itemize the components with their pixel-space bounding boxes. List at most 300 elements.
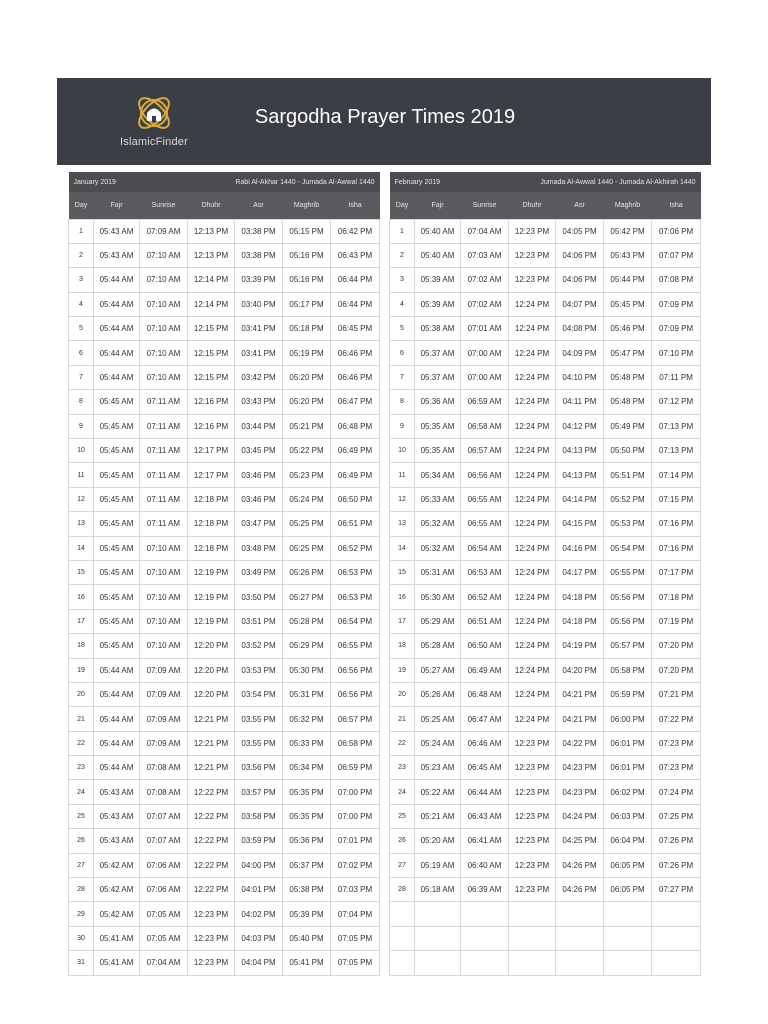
empty-cell <box>556 951 604 975</box>
cell-day: 2 <box>69 243 94 267</box>
col-isha: Isha <box>331 192 380 219</box>
cell-dhuhr: 12:19 PM <box>188 609 235 633</box>
cell-isha: 06:45 PM <box>331 317 380 341</box>
cell-maghrib: 05:25 PM <box>283 512 331 536</box>
cell-sunrise: 07:10 AM <box>140 609 188 633</box>
table-row <box>390 512 701 536</box>
cell-isha: 06:44 PM <box>331 292 380 316</box>
cell-fajr: 05:20 AM <box>415 829 461 853</box>
cell-day: 23 <box>390 756 415 780</box>
cell-sunrise: 06:53 AM <box>461 560 509 584</box>
cell-fajr: 05:22 AM <box>415 780 461 804</box>
cell-day: 13 <box>390 512 415 536</box>
cell-fajr: 05:28 AM <box>415 634 461 658</box>
cell-dhuhr: 12:18 PM <box>188 536 235 560</box>
cell-asr: 04:22 PM <box>556 731 604 755</box>
cell-dhuhr: 12:24 PM <box>509 634 556 658</box>
cell-dhuhr: 12:23 PM <box>509 878 556 902</box>
cell-dhuhr: 12:17 PM <box>188 463 235 487</box>
cell-isha: 06:56 PM <box>331 658 380 682</box>
table-row <box>390 878 701 902</box>
cell-sunrise: 07:11 AM <box>140 487 188 511</box>
cell-maghrib: 05:26 PM <box>283 560 331 584</box>
cell-fajr: 05:40 AM <box>415 243 461 267</box>
cell-isha: 06:49 PM <box>331 463 380 487</box>
cell-dhuhr: 12:24 PM <box>509 609 556 633</box>
cell-asr: 04:16 PM <box>556 536 604 560</box>
cell-maghrib: 05:33 PM <box>283 731 331 755</box>
cell-maghrib: 05:27 PM <box>283 585 331 609</box>
cell-isha: 07:08 PM <box>652 268 701 292</box>
cell-sunrise: 06:55 AM <box>461 512 509 536</box>
empty-cell <box>415 902 461 926</box>
cell-sunrise: 06:45 AM <box>461 756 509 780</box>
cell-dhuhr: 12:24 PM <box>509 365 556 389</box>
empty-cell <box>509 951 556 975</box>
empty-cell <box>461 951 509 975</box>
cell-isha: 07:12 PM <box>652 390 701 414</box>
cell-dhuhr: 12:22 PM <box>188 829 235 853</box>
cell-asr: 04:24 PM <box>556 804 604 828</box>
cell-maghrib: 05:43 PM <box>604 243 652 267</box>
col-asr: Asr <box>556 192 604 219</box>
cell-sunrise: 07:10 AM <box>140 317 188 341</box>
cell-asr: 04:08 PM <box>556 317 604 341</box>
cell-maghrib: 05:37 PM <box>283 853 331 877</box>
cell-fajr: 05:44 AM <box>94 317 140 341</box>
cell-day: 18 <box>390 634 415 658</box>
table-row <box>69 926 380 950</box>
cell-fajr: 05:44 AM <box>94 731 140 755</box>
cell-asr: 03:57 PM <box>235 780 283 804</box>
cell-day: 24 <box>69 780 94 804</box>
cell-asr: 03:52 PM <box>235 634 283 658</box>
table-row <box>69 731 380 755</box>
cell-asr: 04:14 PM <box>556 487 604 511</box>
cell-asr: 04:00 PM <box>235 853 283 877</box>
january-rows <box>69 219 380 975</box>
table-row <box>69 536 380 560</box>
cell-isha: 06:55 PM <box>331 634 380 658</box>
cell-sunrise: 07:11 AM <box>140 414 188 438</box>
cell-sunrise: 06:54 AM <box>461 536 509 560</box>
cell-maghrib: 05:54 PM <box>604 536 652 560</box>
cell-isha: 07:00 PM <box>331 780 380 804</box>
empty-cell <box>390 951 415 975</box>
col-fajr: Fajr <box>415 192 461 219</box>
cell-fajr: 05:38 AM <box>415 317 461 341</box>
cell-day: 25 <box>69 804 94 828</box>
cell-isha: 07:25 PM <box>652 804 701 828</box>
cell-asr: 04:02 PM <box>235 902 283 926</box>
cell-asr: 04:17 PM <box>556 560 604 584</box>
cell-maghrib: 05:47 PM <box>604 341 652 365</box>
table-row <box>390 243 701 267</box>
cell-dhuhr: 12:21 PM <box>188 707 235 731</box>
table-row <box>69 512 380 536</box>
cell-sunrise: 06:39 AM <box>461 878 509 902</box>
cell-dhuhr: 12:24 PM <box>509 390 556 414</box>
cell-isha: 06:56 PM <box>331 682 380 706</box>
cell-asr: 03:41 PM <box>235 317 283 341</box>
cell-maghrib: 05:40 PM <box>283 926 331 950</box>
table-row <box>390 707 701 731</box>
cell-asr: 03:46 PM <box>235 463 283 487</box>
cell-sunrise: 07:00 AM <box>461 341 509 365</box>
cell-maghrib: 05:41 PM <box>283 951 331 975</box>
cell-day: 13 <box>69 512 94 536</box>
cell-sunrise: 07:11 AM <box>140 463 188 487</box>
cell-asr: 04:23 PM <box>556 756 604 780</box>
cell-maghrib: 06:02 PM <box>604 780 652 804</box>
cell-asr: 03:58 PM <box>235 804 283 828</box>
cell-dhuhr: 12:23 PM <box>509 243 556 267</box>
cell-maghrib: 05:46 PM <box>604 317 652 341</box>
cell-isha: 07:13 PM <box>652 439 701 463</box>
cell-dhuhr: 12:24 PM <box>509 512 556 536</box>
cell-dhuhr: 12:22 PM <box>188 780 235 804</box>
cell-day: 8 <box>69 390 94 414</box>
cell-fajr: 05:45 AM <box>94 512 140 536</box>
cell-maghrib: 05:35 PM <box>283 804 331 828</box>
cell-asr: 04:11 PM <box>556 390 604 414</box>
col-dhuhr: Dhuhr <box>509 192 556 219</box>
cell-fajr: 05:42 AM <box>94 902 140 926</box>
cell-day: 15 <box>390 560 415 584</box>
cell-dhuhr: 12:20 PM <box>188 658 235 682</box>
cell-day: 10 <box>390 439 415 463</box>
cell-asr: 03:51 PM <box>235 609 283 633</box>
cell-fajr: 05:45 AM <box>94 463 140 487</box>
table-row <box>390 804 701 828</box>
cell-dhuhr: 12:23 PM <box>188 902 235 926</box>
cell-asr: 04:23 PM <box>556 780 604 804</box>
cell-maghrib: 05:34 PM <box>283 756 331 780</box>
cell-fajr: 05:29 AM <box>415 609 461 633</box>
cell-sunrise: 06:55 AM <box>461 487 509 511</box>
cell-isha: 07:21 PM <box>652 682 701 706</box>
cell-day: 14 <box>390 536 415 560</box>
table-row <box>69 390 380 414</box>
table-row <box>390 317 701 341</box>
cell-dhuhr: 12:14 PM <box>188 292 235 316</box>
cell-day: 24 <box>390 780 415 804</box>
empty-row <box>390 926 701 950</box>
cell-maghrib: 05:15 PM <box>283 219 331 243</box>
cell-sunrise: 06:48 AM <box>461 682 509 706</box>
table-row <box>390 853 701 877</box>
cell-asr: 03:41 PM <box>235 341 283 365</box>
cell-fajr: 05:43 AM <box>94 780 140 804</box>
cell-isha: 06:53 PM <box>331 585 380 609</box>
cell-sunrise: 07:10 AM <box>140 365 188 389</box>
cell-sunrise: 07:04 AM <box>140 951 188 975</box>
cell-isha: 06:50 PM <box>331 487 380 511</box>
cell-maghrib: 05:20 PM <box>283 365 331 389</box>
cell-dhuhr: 12:17 PM <box>188 439 235 463</box>
col-asr: Asr <box>235 192 283 219</box>
cell-asr: 03:39 PM <box>235 268 283 292</box>
cell-sunrise: 07:07 AM <box>140 804 188 828</box>
january-table <box>68 172 380 976</box>
empty-cell <box>604 951 652 975</box>
cell-isha: 07:11 PM <box>652 365 701 389</box>
cell-maghrib: 05:49 PM <box>604 414 652 438</box>
cell-isha: 07:27 PM <box>652 878 701 902</box>
cell-maghrib: 05:25 PM <box>283 536 331 560</box>
col-dhuhr: Dhuhr <box>188 192 235 219</box>
cell-sunrise: 06:44 AM <box>461 780 509 804</box>
cell-asr: 04:21 PM <box>556 682 604 706</box>
islamicfinder-logo[interactable] <box>97 93 211 153</box>
cell-maghrib: 05:22 PM <box>283 439 331 463</box>
cell-sunrise: 07:03 AM <box>461 243 509 267</box>
cell-day: 3 <box>69 268 94 292</box>
col-isha: Isha <box>652 192 701 219</box>
cell-asr: 04:26 PM <box>556 878 604 902</box>
empty-cell <box>604 902 652 926</box>
cell-maghrib: 05:16 PM <box>283 268 331 292</box>
cell-fajr: 05:45 AM <box>94 439 140 463</box>
cell-isha: 07:02 PM <box>331 853 380 877</box>
cell-fajr: 05:27 AM <box>415 658 461 682</box>
cell-fajr: 05:43 AM <box>94 243 140 267</box>
cell-day: 22 <box>69 731 94 755</box>
cell-asr: 04:13 PM <box>556 439 604 463</box>
cell-isha: 07:20 PM <box>652 634 701 658</box>
cell-isha: 06:44 PM <box>331 268 380 292</box>
cell-day: 4 <box>390 292 415 316</box>
cell-day: 7 <box>390 365 415 389</box>
cell-dhuhr: 12:21 PM <box>188 756 235 780</box>
cell-isha: 06:54 PM <box>331 609 380 633</box>
empty-cell <box>604 926 652 950</box>
cell-day: 11 <box>390 463 415 487</box>
cell-isha: 07:17 PM <box>652 560 701 584</box>
cell-fajr: 05:36 AM <box>415 390 461 414</box>
cell-dhuhr: 12:15 PM <box>188 317 235 341</box>
table-row <box>69 756 380 780</box>
cell-sunrise: 07:11 AM <box>140 439 188 463</box>
cell-asr: 03:38 PM <box>235 219 283 243</box>
cell-sunrise: 07:10 AM <box>140 341 188 365</box>
cell-maghrib: 05:51 PM <box>604 463 652 487</box>
cell-fajr: 05:40 AM <box>415 219 461 243</box>
cell-fajr: 05:45 AM <box>94 560 140 584</box>
cell-sunrise: 06:41 AM <box>461 829 509 853</box>
cell-maghrib: 06:03 PM <box>604 804 652 828</box>
cell-sunrise: 06:49 AM <box>461 658 509 682</box>
cell-isha: 07:05 PM <box>331 951 380 975</box>
cell-fajr: 05:42 AM <box>94 853 140 877</box>
cell-maghrib: 05:35 PM <box>283 780 331 804</box>
cell-asr: 04:18 PM <box>556 585 604 609</box>
cell-dhuhr: 12:24 PM <box>509 658 556 682</box>
cell-dhuhr: 12:22 PM <box>188 878 235 902</box>
brand-name: IslamicFinder <box>119 136 188 148</box>
cell-day: 16 <box>69 585 94 609</box>
hijri-range: Rabi Al-Akhar 1440 - Jumada Al-Awwal 1440 <box>188 172 380 192</box>
cell-sunrise: 07:02 AM <box>461 268 509 292</box>
cell-maghrib: 05:52 PM <box>604 487 652 511</box>
cell-isha: 07:03 PM <box>331 878 380 902</box>
cell-maghrib: 06:00 PM <box>604 707 652 731</box>
cell-dhuhr: 12:23 PM <box>509 853 556 877</box>
cell-day: 9 <box>390 414 415 438</box>
cell-sunrise: 07:08 AM <box>140 756 188 780</box>
table-row <box>69 682 380 706</box>
cell-day: 26 <box>69 829 94 853</box>
cell-fajr: 05:32 AM <box>415 512 461 536</box>
cell-fajr: 05:25 AM <box>415 707 461 731</box>
cell-dhuhr: 12:13 PM <box>188 219 235 243</box>
cell-day: 10 <box>69 439 94 463</box>
table-row <box>69 365 380 389</box>
cell-maghrib: 05:21 PM <box>283 414 331 438</box>
table-row <box>69 853 380 877</box>
cell-maghrib: 05:44 PM <box>604 268 652 292</box>
cell-asr: 03:47 PM <box>235 512 283 536</box>
cell-day: 25 <box>390 804 415 828</box>
month-caption <box>69 172 380 192</box>
table-row <box>390 682 701 706</box>
cell-fajr: 05:43 AM <box>94 829 140 853</box>
cell-sunrise: 07:08 AM <box>140 780 188 804</box>
cell-asr: 04:12 PM <box>556 414 604 438</box>
cell-asr: 04:21 PM <box>556 707 604 731</box>
cell-isha: 06:52 PM <box>331 536 380 560</box>
cell-sunrise: 07:09 AM <box>140 682 188 706</box>
hijri-range: Jumada Al-Awwal 1440 - Jumada Al-Akhirah 1440 <box>509 172 701 192</box>
cell-maghrib: 06:01 PM <box>604 756 652 780</box>
cell-maghrib: 05:56 PM <box>604 585 652 609</box>
cell-sunrise: 07:04 AM <box>461 219 509 243</box>
cell-day: 27 <box>69 853 94 877</box>
cell-day: 7 <box>69 365 94 389</box>
cell-isha: 06:49 PM <box>331 439 380 463</box>
table-row <box>390 390 701 414</box>
cell-day: 15 <box>69 560 94 584</box>
cell-maghrib: 05:19 PM <box>283 341 331 365</box>
cell-fajr: 05:39 AM <box>415 268 461 292</box>
col-day: Day <box>69 192 94 219</box>
table-row <box>390 780 701 804</box>
cell-isha: 07:06 PM <box>652 219 701 243</box>
cell-asr: 04:03 PM <box>235 926 283 950</box>
cell-fajr: 05:45 AM <box>94 634 140 658</box>
cell-sunrise: 07:05 AM <box>140 926 188 950</box>
february-table <box>389 172 701 976</box>
cell-sunrise: 06:57 AM <box>461 439 509 463</box>
cell-day: 29 <box>69 902 94 926</box>
cell-dhuhr: 12:16 PM <box>188 390 235 414</box>
col-day: Day <box>390 192 415 219</box>
cell-maghrib: 05:58 PM <box>604 658 652 682</box>
cell-fajr: 05:44 AM <box>94 658 140 682</box>
empty-cell <box>461 902 509 926</box>
cell-fajr: 05:31 AM <box>415 560 461 584</box>
cell-isha: 06:43 PM <box>331 243 380 267</box>
cell-maghrib: 05:23 PM <box>283 463 331 487</box>
cell-fajr: 05:45 AM <box>94 390 140 414</box>
cell-fajr: 05:26 AM <box>415 682 461 706</box>
cell-dhuhr: 12:19 PM <box>188 560 235 584</box>
cell-day: 30 <box>69 926 94 950</box>
cell-day: 14 <box>69 536 94 560</box>
table-row <box>390 439 701 463</box>
table-row <box>390 634 701 658</box>
cell-asr: 04:04 PM <box>235 951 283 975</box>
cell-asr: 04:06 PM <box>556 243 604 267</box>
cell-dhuhr: 12:23 PM <box>509 780 556 804</box>
cell-fajr: 05:44 AM <box>94 682 140 706</box>
cell-maghrib: 05:39 PM <box>283 902 331 926</box>
cell-asr: 04:20 PM <box>556 658 604 682</box>
empty-cell <box>509 926 556 950</box>
cell-fajr: 05:37 AM <box>415 341 461 365</box>
table-row <box>69 707 380 731</box>
cell-day: 5 <box>69 317 94 341</box>
cell-maghrib: 06:05 PM <box>604 853 652 877</box>
empty-cell <box>390 926 415 950</box>
cell-asr: 03:55 PM <box>235 731 283 755</box>
empty-row <box>390 902 701 926</box>
cell-asr: 03:48 PM <box>235 536 283 560</box>
month-caption <box>390 172 701 192</box>
cell-maghrib: 05:31 PM <box>283 682 331 706</box>
cell-asr: 04:19 PM <box>556 634 604 658</box>
cell-maghrib: 06:01 PM <box>604 731 652 755</box>
cell-sunrise: 07:10 AM <box>140 634 188 658</box>
cell-dhuhr: 12:23 PM <box>509 731 556 755</box>
cell-fajr: 05:44 AM <box>94 707 140 731</box>
table-row <box>69 804 380 828</box>
table-row <box>390 731 701 755</box>
cell-day: 18 <box>69 634 94 658</box>
cell-sunrise: 06:51 AM <box>461 609 509 633</box>
cell-isha: 07:04 PM <box>331 902 380 926</box>
cell-asr: 04:05 PM <box>556 219 604 243</box>
cell-isha: 07:09 PM <box>652 317 701 341</box>
table-row <box>69 634 380 658</box>
cell-maghrib: 05:48 PM <box>604 390 652 414</box>
cell-dhuhr: 12:16 PM <box>188 414 235 438</box>
empty-cell <box>652 926 701 950</box>
table-row <box>390 560 701 584</box>
cell-dhuhr: 12:21 PM <box>188 731 235 755</box>
cell-asr: 03:44 PM <box>235 414 283 438</box>
cell-maghrib: 05:53 PM <box>604 512 652 536</box>
cell-maghrib: 05:56 PM <box>604 609 652 633</box>
cell-day: 27 <box>390 853 415 877</box>
cell-maghrib: 05:57 PM <box>604 634 652 658</box>
cell-isha: 06:46 PM <box>331 341 380 365</box>
cell-dhuhr: 12:24 PM <box>509 292 556 316</box>
cell-fajr: 05:35 AM <box>415 439 461 463</box>
cell-isha: 06:48 PM <box>331 414 380 438</box>
cell-fajr: 05:39 AM <box>415 292 461 316</box>
cell-asr: 03:45 PM <box>235 439 283 463</box>
cell-sunrise: 06:47 AM <box>461 707 509 731</box>
cell-isha: 06:59 PM <box>331 756 380 780</box>
cell-maghrib: 06:04 PM <box>604 829 652 853</box>
empty-cell <box>652 902 701 926</box>
cell-isha: 07:05 PM <box>331 926 380 950</box>
cell-fajr: 05:45 AM <box>94 585 140 609</box>
cell-dhuhr: 12:18 PM <box>188 512 235 536</box>
cell-dhuhr: 12:24 PM <box>509 341 556 365</box>
cell-isha: 07:20 PM <box>652 658 701 682</box>
